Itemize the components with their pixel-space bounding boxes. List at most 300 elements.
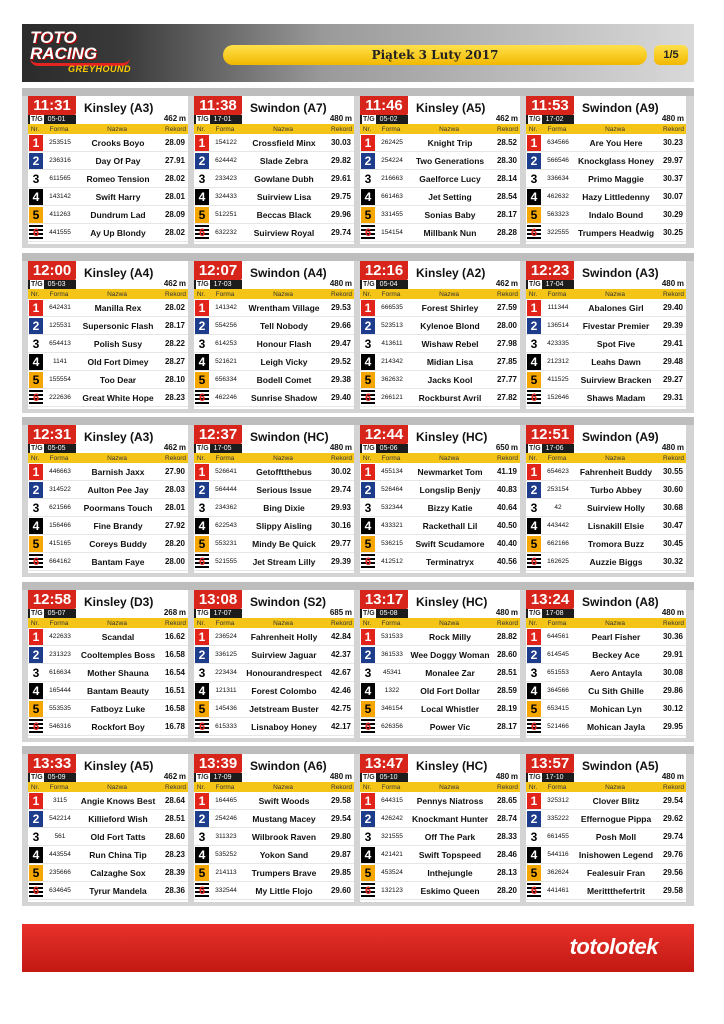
- table-row[interactable]: [28, 206, 188, 224]
- table-row[interactable]: [526, 810, 686, 828]
- runner-form: 632232: [215, 229, 237, 236]
- runner-form: 361533: [381, 651, 403, 658]
- runner-record: 42.17: [330, 722, 351, 731]
- table-row[interactable]: [194, 463, 354, 481]
- runner-record: 30.47: [662, 521, 683, 530]
- table-row[interactable]: [28, 846, 188, 864]
- table-row[interactable]: [28, 224, 188, 242]
- table-row[interactable]: [28, 682, 188, 700]
- header-forma: Forma: [381, 783, 401, 791]
- table-row[interactable]: [526, 535, 686, 553]
- runner-name: Midian Lisa: [426, 356, 474, 367]
- runner-record: 29.87: [330, 850, 351, 859]
- table-row[interactable]: [360, 134, 520, 152]
- trap-number: 5: [195, 372, 209, 388]
- trap-number: 5: [195, 701, 209, 717]
- table-row[interactable]: [194, 718, 354, 736]
- trap-number: 6: [527, 390, 541, 406]
- race-card[interactable]: [28, 261, 188, 409]
- table-row[interactable]: [526, 170, 686, 188]
- table-row[interactable]: [526, 628, 686, 646]
- runner-form: 423335: [547, 340, 569, 347]
- table-row[interactable]: [526, 317, 686, 335]
- table-row[interactable]: [526, 646, 686, 664]
- runner-record: 30.45: [662, 539, 683, 548]
- race-code-value: 17-05: [213, 445, 232, 452]
- table-row[interactable]: [194, 682, 354, 700]
- runner-name: Too Dear: [99, 374, 137, 385]
- table-row[interactable]: [526, 882, 686, 900]
- header-rekord: Rekord: [497, 454, 518, 462]
- trap-number: 3: [361, 665, 375, 681]
- trap-number: 2: [527, 647, 541, 663]
- table-row[interactable]: [28, 882, 188, 900]
- runner-form: 164465: [215, 797, 237, 804]
- trap-number: 1: [527, 464, 541, 480]
- header-rekord: Rekord: [497, 290, 518, 298]
- race-section: [22, 746, 694, 906]
- runner-name: Suirview Royal: [253, 227, 315, 238]
- trap-number: 5: [361, 207, 375, 223]
- track-name: Swindon (A4): [250, 266, 327, 280]
- runner-form: 336125: [215, 651, 237, 658]
- table-row[interactable]: [526, 299, 686, 317]
- table-row[interactable]: [526, 828, 686, 846]
- table-row[interactable]: [360, 353, 520, 371]
- trap-number: 3: [361, 336, 375, 352]
- table-row[interactable]: [194, 828, 354, 846]
- table-row[interactable]: [526, 481, 686, 499]
- runner-form: 542214: [49, 815, 71, 822]
- header-nr: Nr.: [362, 619, 372, 627]
- header-nr: Nr.: [30, 783, 40, 791]
- table-row[interactable]: [526, 846, 686, 864]
- table-row[interactable]: [194, 317, 354, 335]
- header-nazwa: Nazwa: [439, 125, 459, 133]
- table-row[interactable]: [194, 335, 354, 353]
- runner-form: 441555: [49, 229, 71, 236]
- table-row[interactable]: [360, 828, 520, 846]
- table-row[interactable]: [526, 517, 686, 535]
- table-header: [526, 289, 686, 299]
- runner-form: 523513: [381, 322, 403, 329]
- table-row[interactable]: [526, 353, 686, 371]
- trap-number: 2: [195, 482, 209, 498]
- table-row[interactable]: [194, 646, 354, 664]
- trap-number: 4: [29, 683, 43, 699]
- distance-unit: m: [344, 114, 352, 123]
- distance-value: 462: [163, 772, 178, 781]
- header-nr: Nr.: [30, 290, 40, 298]
- table-row[interactable]: [360, 224, 520, 242]
- table-row[interactable]: [194, 481, 354, 499]
- table-row[interactable]: [360, 718, 520, 736]
- runner-form: 634566: [547, 139, 569, 146]
- distance-value: 480: [495, 608, 510, 617]
- trap-number: 2: [195, 318, 209, 334]
- runner-form: 521466: [547, 723, 569, 730]
- table-row[interactable]: [194, 371, 354, 389]
- runner-name: Pearl Fisher: [591, 631, 641, 642]
- table-row[interactable]: [28, 353, 188, 371]
- table-row[interactable]: [360, 371, 520, 389]
- table-row[interactable]: [360, 335, 520, 353]
- table-row[interactable]: [28, 517, 188, 535]
- table-row[interactable]: [526, 864, 686, 882]
- header-rekord: Rekord: [331, 290, 352, 298]
- table-row[interactable]: [526, 224, 686, 242]
- race-card[interactable]: [526, 425, 686, 573]
- table-row[interactable]: [194, 864, 354, 882]
- table-row[interactable]: [28, 299, 188, 317]
- runner-name: Mohican Jayla: [586, 721, 646, 732]
- table-row[interactable]: [526, 152, 686, 170]
- distance-unit: m: [178, 443, 186, 452]
- table-row[interactable]: [194, 553, 354, 571]
- table-row[interactable]: [526, 700, 686, 718]
- runner-form: 364566: [547, 687, 569, 694]
- runner-name: Fahrenheit Buddy: [579, 466, 653, 477]
- table-row[interactable]: [526, 134, 686, 152]
- race-code-value: 05-06: [379, 445, 398, 452]
- runner-form: 654413: [49, 340, 71, 347]
- runner-name: Mother Shauna: [87, 667, 149, 678]
- runner-name: Forest Colombo: [251, 685, 317, 696]
- header-rekord: Rekord: [165, 783, 186, 791]
- race-card[interactable]: [526, 754, 686, 902]
- table-row[interactable]: [360, 882, 520, 900]
- table-row[interactable]: [194, 628, 354, 646]
- runner-name: Getofftthebus: [256, 466, 312, 477]
- header-nazwa: Nazwa: [273, 619, 293, 627]
- table-row[interactable]: [28, 792, 188, 810]
- header-nazwa: Nazwa: [439, 783, 459, 791]
- runner-record: 28.64: [164, 796, 185, 805]
- table-row[interactable]: [194, 792, 354, 810]
- trap-number: 4: [195, 189, 209, 205]
- table-row[interactable]: [360, 646, 520, 664]
- trap-number: 6: [361, 883, 375, 899]
- table-row[interactable]: [28, 152, 188, 170]
- race-distance: [662, 772, 684, 781]
- runner-name: Old Fort Tatts: [90, 831, 146, 842]
- table-row[interactable]: [360, 170, 520, 188]
- runner-form: 152646: [547, 394, 569, 401]
- runner-record: 28.65: [496, 796, 517, 805]
- header-forma: Forma: [547, 783, 567, 791]
- race-distance: [330, 443, 352, 452]
- table-row[interactable]: [360, 499, 520, 517]
- table-row[interactable]: [526, 188, 686, 206]
- race-header: [28, 425, 188, 453]
- table-row[interactable]: [194, 224, 354, 242]
- table-row[interactable]: [194, 664, 354, 682]
- distance-value: 462: [163, 279, 178, 288]
- race-card[interactable]: [360, 754, 520, 902]
- table-row[interactable]: [194, 810, 354, 828]
- race-card[interactable]: [360, 261, 520, 409]
- runner-form: 455134: [381, 468, 403, 475]
- trap-number: 1: [195, 135, 209, 151]
- runner-name: Swift Woods: [258, 795, 310, 806]
- runner-form: 644561: [547, 633, 569, 640]
- header-forma: Forma: [215, 619, 235, 627]
- header-nazwa: Nazwa: [273, 783, 293, 791]
- race-distance: [662, 279, 684, 288]
- race-time: 12:00: [28, 261, 76, 280]
- runner-name: Gaelforce Lucy: [419, 173, 481, 184]
- table-row[interactable]: [360, 389, 520, 407]
- runner-name: Bantam Faye: [91, 556, 145, 567]
- runner-form: 155554: [49, 376, 71, 383]
- table-row[interactable]: [28, 864, 188, 882]
- trap-number: 6: [195, 883, 209, 899]
- runner-name: Rackethall Lil: [422, 520, 478, 531]
- table-row[interactable]: [360, 664, 520, 682]
- table-row[interactable]: [194, 353, 354, 371]
- runner-record: 27.77: [496, 375, 517, 384]
- race-card[interactable]: [194, 425, 354, 573]
- trap-number: 2: [195, 811, 209, 827]
- table-row[interactable]: [28, 553, 188, 571]
- header-nazwa: Nazwa: [107, 783, 127, 791]
- runner-form: 544116: [547, 851, 569, 858]
- trap-number: 6: [195, 225, 209, 241]
- runner-name: Tell Nobody: [259, 320, 308, 331]
- table-row[interactable]: [28, 134, 188, 152]
- runner-record: 28.74: [496, 814, 517, 823]
- race-card[interactable]: [526, 261, 686, 409]
- table-row[interactable]: [28, 317, 188, 335]
- race-card[interactable]: [28, 96, 188, 244]
- table-row[interactable]: [28, 371, 188, 389]
- runner-record: 29.40: [662, 303, 683, 312]
- table-row[interactable]: [28, 499, 188, 517]
- table-row[interactable]: [28, 646, 188, 664]
- runner-record: 29.54: [662, 796, 683, 805]
- header-nazwa: Nazwa: [439, 290, 459, 298]
- runner-name: Newmarket Tom: [417, 466, 483, 477]
- track-name: Swindon (S2): [250, 595, 326, 609]
- table-row[interactable]: [194, 882, 354, 900]
- runner-form: 554256: [215, 322, 237, 329]
- race-time: 12:16: [360, 261, 408, 280]
- race-header: [28, 590, 188, 618]
- date-weekday: Piątek: [371, 48, 415, 62]
- table-row[interactable]: [194, 700, 354, 718]
- runner-name: Sunrise Shadow: [250, 392, 318, 403]
- table-row[interactable]: [526, 792, 686, 810]
- table-row[interactable]: [28, 481, 188, 499]
- runner-record: 30.07: [662, 192, 683, 201]
- runner-form: 661455: [547, 833, 569, 840]
- runner-name: Suirview Lisa: [256, 191, 312, 202]
- table-row[interactable]: [526, 664, 686, 682]
- runner-record: 30.37: [662, 174, 683, 183]
- table-row[interactable]: [28, 828, 188, 846]
- table-header: [28, 124, 188, 134]
- race-code-value: 05-02: [379, 116, 398, 123]
- distance-unit: m: [510, 279, 518, 288]
- table-row[interactable]: [360, 317, 520, 335]
- race-code: [28, 773, 76, 782]
- table-row[interactable]: [360, 628, 520, 646]
- table-row[interactable]: [360, 846, 520, 864]
- runner-name: Monalee Zar: [425, 667, 475, 678]
- race-code: [194, 115, 242, 124]
- table-row[interactable]: [194, 170, 354, 188]
- tg-label: T/G: [363, 774, 375, 781]
- table-row[interactable]: [360, 535, 520, 553]
- runner-name: Jet Stream Lilly: [252, 556, 316, 567]
- runner-form: 156466: [49, 522, 71, 529]
- table-row[interactable]: [28, 700, 188, 718]
- table-row[interactable]: [194, 535, 354, 553]
- header-forma: Forma: [381, 125, 401, 133]
- table-row[interactable]: [360, 810, 520, 828]
- race-card[interactable]: [28, 754, 188, 902]
- runner-name: Aulton Pee Jay: [87, 484, 149, 495]
- race-distance: [496, 608, 518, 617]
- runner-name: Knockglass Honey: [577, 155, 655, 166]
- track-name: Swindon (A7): [250, 101, 327, 115]
- runner-record: 40.50: [496, 521, 517, 530]
- runner-record: 16.51: [164, 686, 185, 695]
- header-rekord: Rekord: [663, 125, 684, 133]
- table-row[interactable]: [194, 188, 354, 206]
- table-header: [360, 124, 520, 134]
- runner-record: 28.02: [164, 174, 185, 183]
- runner-record: 40.64: [496, 503, 517, 512]
- trap-number: 3: [29, 336, 43, 352]
- table-row[interactable]: [194, 299, 354, 317]
- distance-unit: m: [178, 279, 186, 288]
- runner-name: Power Vic: [429, 721, 471, 732]
- table-row[interactable]: [360, 792, 520, 810]
- race-card[interactable]: [194, 590, 354, 738]
- table-row[interactable]: [360, 700, 520, 718]
- trap-number: 4: [527, 189, 541, 205]
- runner-record: 30.03: [330, 138, 351, 147]
- header-forma: Forma: [49, 619, 69, 627]
- table-row[interactable]: [28, 463, 188, 481]
- race-distance: [330, 608, 352, 617]
- table-row[interactable]: [28, 628, 188, 646]
- header-nr: Nr.: [362, 454, 372, 462]
- trap-number: 3: [527, 500, 541, 516]
- table-row[interactable]: [360, 864, 520, 882]
- table-row[interactable]: [360, 553, 520, 571]
- runner-record: 28.22: [164, 339, 185, 348]
- runner-record: 29.74: [330, 485, 351, 494]
- race-card[interactable]: [194, 261, 354, 409]
- table-row[interactable]: [360, 299, 520, 317]
- race-header: [28, 261, 188, 289]
- table-row[interactable]: [526, 371, 686, 389]
- table-row[interactable]: [28, 335, 188, 353]
- runner-form: 443554: [49, 851, 71, 858]
- trap-number: 3: [527, 829, 541, 845]
- table-row[interactable]: [360, 152, 520, 170]
- runner-form: 332544: [215, 887, 237, 894]
- distance-value: 480: [661, 279, 676, 288]
- table-row[interactable]: [360, 682, 520, 700]
- header-nr: Nr.: [528, 454, 538, 462]
- race-time: 13:08: [194, 590, 242, 609]
- table-row[interactable]: [360, 463, 520, 481]
- table-row[interactable]: [194, 389, 354, 407]
- table-row[interactable]: [28, 389, 188, 407]
- trap-number: 2: [29, 482, 43, 498]
- table-row[interactable]: [526, 718, 686, 736]
- runner-form: 143142: [49, 193, 71, 200]
- table-row[interactable]: [526, 682, 686, 700]
- runner-name: Rockburst Avril: [418, 392, 482, 403]
- race-card[interactable]: [28, 425, 188, 573]
- table-row[interactable]: [194, 206, 354, 224]
- runner-form: 223434: [215, 669, 237, 676]
- table-row[interactable]: [28, 810, 188, 828]
- race-card[interactable]: [526, 96, 686, 244]
- table-row[interactable]: [526, 206, 686, 224]
- race-header: [526, 261, 686, 289]
- table-row[interactable]: [28, 170, 188, 188]
- runner-record: 29.54: [330, 814, 351, 823]
- table-row[interactable]: [360, 481, 520, 499]
- table-row[interactable]: [526, 463, 686, 481]
- race-code: [28, 280, 76, 289]
- table-row[interactable]: [28, 718, 188, 736]
- race-card[interactable]: [526, 590, 686, 738]
- trap-number: 3: [195, 171, 209, 187]
- table-row[interactable]: [28, 188, 188, 206]
- race-card[interactable]: [360, 96, 520, 244]
- table-row[interactable]: [526, 389, 686, 407]
- table-row[interactable]: [360, 188, 520, 206]
- race-card[interactable]: [28, 590, 188, 738]
- table-row[interactable]: [194, 499, 354, 517]
- header-rekord: Rekord: [663, 454, 684, 462]
- race-card[interactable]: [360, 590, 520, 738]
- table-row[interactable]: [194, 846, 354, 864]
- runner-record: 28.60: [496, 650, 517, 659]
- race-card[interactable]: [194, 754, 354, 902]
- date-banner: [223, 45, 647, 65]
- table-row[interactable]: [360, 517, 520, 535]
- table-row[interactable]: [194, 152, 354, 170]
- runner-name: Inthejungle: [427, 867, 473, 878]
- race-code: [28, 609, 76, 618]
- table-row[interactable]: [526, 553, 686, 571]
- table-row[interactable]: [360, 206, 520, 224]
- table-row[interactable]: [526, 499, 686, 517]
- race-card[interactable]: [194, 96, 354, 244]
- runner-name: Calzaghe Sox: [90, 867, 146, 878]
- table-row[interactable]: [194, 134, 354, 152]
- table-row[interactable]: [28, 664, 188, 682]
- runner-record: 29.93: [330, 503, 351, 512]
- trap-number: 5: [195, 536, 209, 552]
- trap-number: 6: [29, 225, 43, 241]
- race-card[interactable]: [360, 425, 520, 573]
- runner-name: Effernogue Pippa: [580, 813, 652, 824]
- runner-form: 111344: [547, 304, 569, 311]
- runner-form: 661463: [381, 193, 403, 200]
- table-row[interactable]: [28, 535, 188, 553]
- table-row[interactable]: [526, 335, 686, 353]
- race-distance: [164, 608, 186, 617]
- table-row[interactable]: [194, 517, 354, 535]
